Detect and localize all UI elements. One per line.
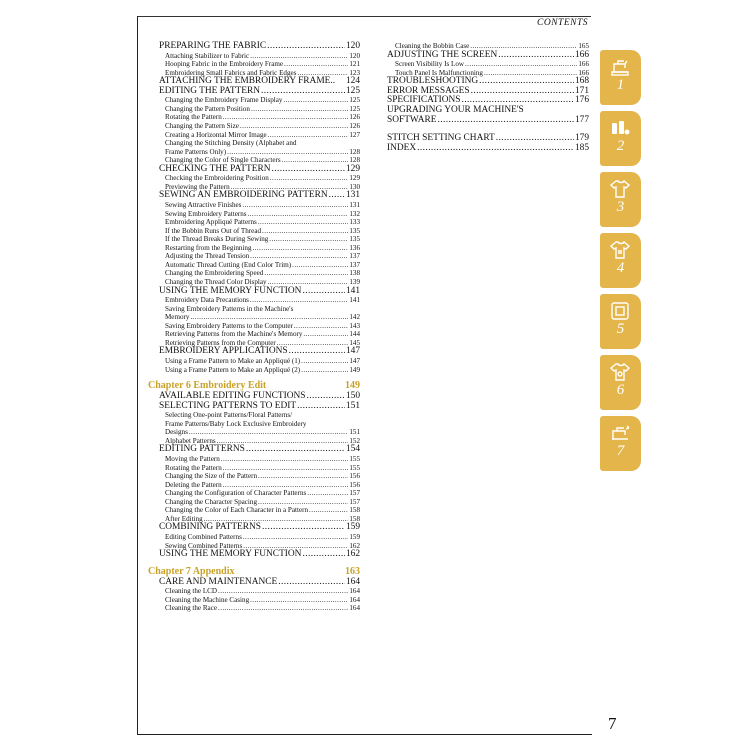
toc-entry-page: 157 [349, 497, 360, 506]
chapter-tab-number: 3 [616, 199, 625, 215]
dot-leader [496, 134, 574, 144]
toc-entry-title: EDITING THE PATTERN [159, 85, 261, 96]
toc-subsection-entry[interactable] [148, 105, 360, 114]
dot-leader [267, 42, 345, 52]
toc-entry-title: STITCH SETTING CHART [387, 133, 495, 144]
dot-leader [258, 472, 348, 481]
toc-subsection-entry[interactable] [148, 235, 360, 244]
toc-entry-page: 133 [349, 218, 360, 227]
toc-entry-page: 141 [345, 285, 360, 296]
toc-entry-title: Creating a Horizontal Mirror Image [165, 130, 267, 139]
toc-subsection-entry[interactable] [148, 506, 360, 515]
toc-entry-page: 129 [349, 174, 360, 183]
toc-entry-title: ATTACHING THE EMBROIDERY FRAME.. [159, 76, 336, 87]
toc-entry-title: AVAILABLE EDITING FUNCTIONS [159, 391, 306, 402]
toc-entry-title: Retrieving Patterns from the Machine's Memory [165, 330, 303, 339]
dot-leader [301, 357, 348, 366]
dot-leader [284, 60, 348, 69]
toc-entry-page: 165 [578, 41, 589, 50]
dot-leader [302, 550, 344, 560]
toc-entry-title: Cleaning the LCD [165, 587, 218, 596]
toc-entry-title: USING THE MEMORY FUNCTION [159, 549, 302, 560]
toc-entry-title: Checking the Embroidering Position [165, 174, 269, 183]
toc-entry-continuation: Changing the Stitching Density (Alphabet and [165, 139, 297, 148]
toc-entry-title: Changing the Thread Color Display [165, 277, 267, 286]
toc-entry-page: 128 [349, 147, 360, 156]
toc-entry-title: Embroidering Appliqué Patterns [165, 218, 257, 227]
dot-leader [292, 261, 348, 270]
toc-entry-title: Cleaning the Bobbin Case [395, 41, 470, 50]
toc-entry-page: 130 [349, 182, 360, 191]
dot-leader [258, 218, 349, 227]
toc-subsection-entry[interactable] [148, 122, 360, 131]
toc-entry-title: INDEX [387, 142, 417, 153]
dot-leader [283, 96, 348, 105]
toc-entry-page: 155 [349, 463, 360, 472]
toc-entry-title: Using a Frame Pattern to Make an Appliqué (2) [165, 365, 301, 374]
toc-entry-title: ADJUSTING THE SCREEN [387, 49, 498, 60]
toc-entry-title: Chapter 7 Appendix [148, 565, 235, 577]
dot-leader [227, 148, 348, 157]
toc-entry-page: 143 [349, 321, 360, 330]
toc-chapter-heading[interactable] [148, 565, 360, 578]
toc-entry-title: Cleaning the Race [165, 604, 218, 613]
toc-subsection-entry[interactable] [148, 227, 360, 236]
toc-entry-title: Restarting from the Beginning [165, 243, 252, 252]
dot-leader [221, 455, 349, 464]
toc-section-entry[interactable] [387, 134, 589, 144]
toc-entry-page: 149 [349, 365, 360, 374]
dot-leader [498, 51, 574, 61]
shirt-icon [609, 178, 631, 200]
toc-entry-title: CHECKING THE PATTERN [159, 163, 271, 174]
dot-leader [465, 60, 577, 69]
dot-leader [268, 131, 349, 140]
toc-entry-page: 144 [349, 330, 360, 339]
toc-subsection-entry[interactable] [148, 587, 360, 596]
sewing-machine-icon [609, 56, 631, 78]
toc-section-entry[interactable] [148, 165, 360, 175]
toc-subsection-entry[interactable] [148, 330, 360, 339]
toc-subsection-entry[interactable] [148, 464, 360, 473]
toc-entry-title: Changing the Embroidery Frame Display [165, 96, 283, 105]
toc-entry-page: 139 [349, 277, 360, 286]
toc-entry-page: 126 [349, 113, 360, 122]
toc-entry-title: If the Bobbin Runs Out of Thread [165, 226, 262, 235]
toc-entry-continuation: Selecting One-point Patterns/Floral Patterns/ [165, 411, 293, 420]
toc-entry-page: 121 [349, 60, 360, 69]
dot-leader [261, 87, 345, 97]
sewing-machine-maintenance-icon [609, 422, 631, 444]
toc-entry-continuation: Saving Embroidery Patterns in the Machine's [165, 304, 294, 313]
toc-entry-page: 159 [345, 522, 360, 533]
dot-leader [246, 445, 345, 455]
dot-leader [264, 269, 348, 278]
toc-subsection-entry[interactable] [148, 455, 360, 464]
dot-leader [251, 105, 348, 114]
dot-leader [437, 116, 573, 126]
toc-entry-title: TROUBLESHOOTING [387, 76, 479, 87]
toc-entry-page: 145 [349, 338, 360, 347]
toc-entry-page: 179 [574, 133, 589, 144]
toc-column-right [387, 42, 589, 153]
dot-leader [218, 604, 348, 613]
dot-leader [282, 156, 349, 165]
toc-entry-page: 164 [349, 604, 360, 613]
toc-entry-title: Sewing Combined Patterns [165, 541, 243, 550]
chapter-tab-2[interactable] [600, 111, 641, 166]
toc-section-entry[interactable] [387, 144, 589, 154]
toc-entry-title: Adjusting the Thread Tension [165, 252, 250, 261]
toc-entry-continuation: Frame Patterns/Baby Lock Exclusive Embroidery [165, 419, 307, 428]
chapter-tab-number: 1 [616, 77, 625, 93]
toc-subsection-entry[interactable] [148, 269, 360, 278]
toc-subsection-entry[interactable] [148, 114, 360, 123]
toc-subsection-entry[interactable] [387, 60, 589, 69]
toc-subsection-entry[interactable] [148, 261, 360, 270]
toc-section-entry[interactable] [387, 51, 589, 61]
toc-entry-title: Touch Panel Is Malfunctioning [395, 68, 483, 77]
toc-subsection-entry[interactable] [148, 218, 360, 227]
toc-subsection-entry[interactable] [148, 52, 360, 61]
toc-entry-title: Alphabet Patterns [165, 436, 216, 445]
toc-section-entry[interactable] [148, 402, 360, 412]
toc-subsection-entry[interactable] [148, 148, 360, 157]
toc-entry-continuation: UPGRADING YOUR MACHINE'S [387, 105, 524, 116]
toc-entry-title: Retrieving Patterns from the Computer [165, 338, 276, 347]
toc-entry-page: 128 [349, 156, 360, 165]
toc-subsection-entry[interactable] [148, 210, 360, 219]
toc-entry-title: If the Thread Breaks During Sewing [165, 235, 269, 244]
toc-entry-page: 142 [349, 313, 360, 322]
toc-entry-page: 132 [349, 209, 360, 218]
dot-leader [250, 52, 348, 61]
toc-entry-title: SOFTWARE [387, 114, 437, 125]
embroidered-shirt-icon [609, 239, 631, 261]
toc-entry-title: Changing the Configuration of Character Patterns [165, 489, 307, 498]
toc-entry-page: 166 [578, 68, 589, 77]
toc-entry-page: 120 [345, 41, 360, 51]
toc-entry-page: 164 [349, 595, 360, 604]
toc-entry-title: Memory [165, 313, 190, 322]
toc-section-entry[interactable] [148, 550, 360, 560]
toc-entry-title: Designs [165, 428, 188, 437]
toc-entry-page: 162 [349, 541, 360, 550]
toc-entry-page: 176 [574, 95, 589, 106]
toc-entry-page: 135 [349, 226, 360, 235]
toc-entry-title: Embroidery Data Precautions [165, 296, 249, 305]
toc-subsection-entry[interactable] [148, 472, 360, 481]
dot-leader [218, 587, 348, 596]
toc-subsection-entry[interactable] [148, 296, 360, 305]
toc-entry-page: 164 [345, 576, 360, 587]
dot-leader [250, 596, 348, 605]
toc-entry-title: Changing the Color of Single Characters [165, 156, 281, 165]
dot-leader [223, 481, 349, 490]
toc-entry-title: Using a Frame Pattern to Make an Appliqué (1) [165, 356, 301, 365]
toc-entry-page: 151 [349, 428, 360, 437]
dot-leader [223, 464, 349, 473]
chapter-tab-number: 4 [616, 260, 625, 276]
dot-leader [258, 498, 348, 507]
toc-entry-page: 131 [349, 201, 360, 210]
toc-subsection-entry[interactable] [148, 201, 360, 210]
toc-entry-title: Editing Combined Patterns [165, 533, 242, 541]
toc-subsection-entry[interactable] [148, 252, 360, 261]
toc-entry-page: 166 [578, 60, 589, 69]
toc-entry-title: PREPARING THE FABRIC [159, 41, 267, 51]
toc-entry-title: Chapter 6 Embroidery Edit [148, 380, 267, 392]
dot-leader [240, 122, 348, 131]
toc-subsection-entry[interactable] [148, 174, 360, 183]
dot-leader [223, 113, 349, 122]
toc-subsection-entry[interactable] [148, 366, 360, 375]
toc-entry-title: Moving the Pattern [165, 455, 220, 464]
toc-entry-page: 127 [349, 130, 360, 139]
toc-subsection-entry[interactable] [148, 604, 360, 613]
toc-section-entry[interactable] [148, 578, 360, 588]
toc-section-entry[interactable] [148, 191, 360, 201]
dot-leader [471, 87, 574, 97]
toc-entry-page: 158 [349, 514, 360, 523]
toc-entry-title: Hooping Fabric in the Embroidery Frame [165, 60, 284, 69]
toc-section-entry[interactable] [148, 445, 360, 455]
dot-leader [190, 313, 348, 322]
dot-leader [479, 77, 574, 87]
toc-entry-page: 156 [349, 480, 360, 489]
dot-leader [307, 392, 345, 402]
toc-subsection-entry[interactable] [148, 481, 360, 490]
chapter-tab-5[interactable] [600, 294, 641, 349]
thread-spools-icon [609, 117, 631, 139]
toc-entry-title: SPECIFICATIONS [387, 95, 461, 106]
toc-entry-title: Changing the Embroidering Speed [165, 269, 264, 278]
toc-column-left [148, 42, 360, 613]
toc-subsection-entry[interactable] [148, 322, 360, 331]
chapter-tab-number: 5 [616, 321, 625, 337]
toc-section-entry[interactable] [148, 347, 360, 357]
toc-entry-page: 125 [349, 96, 360, 105]
chapter-tab-number: 2 [616, 138, 625, 154]
dot-leader [329, 191, 345, 201]
toc-entry-title: Deleting the Pattern [165, 480, 222, 489]
chapter-tab-7[interactable] [600, 416, 641, 471]
page-number: 7 [608, 714, 617, 733]
toc-subsection-entry[interactable] [148, 244, 360, 253]
toc-entry-title: USING THE MEMORY FUNCTION [159, 285, 302, 296]
toc-entry-title: Automatic Thread Cutting (End Color Trim) [165, 260, 292, 269]
page-header-title: CONTENTS [537, 18, 588, 28]
dot-leader [262, 523, 345, 533]
dot-leader [242, 201, 348, 210]
toc-entry-title: Changing the Pattern Position [165, 104, 250, 113]
toc-subsection-entry[interactable] [148, 596, 360, 605]
dot-leader [270, 174, 349, 183]
toc-entry-title: Changing the Size of the Pattern [165, 472, 258, 481]
toc-entry-title: Frame Patterns Only) [165, 147, 227, 156]
toc-entry-title: Previewing the Pattern [165, 182, 230, 191]
toc-entry-title: COMBINING PATTERNS [159, 522, 262, 533]
toc-subsection-entry[interactable] [148, 60, 360, 69]
toc-entry-title: Rotating the Pattern [165, 113, 222, 122]
toc-entry-page: 126 [349, 122, 360, 131]
toc-entry-page: 137 [349, 252, 360, 261]
toc-section-entry[interactable] [148, 87, 360, 97]
chapter-tab-1[interactable] [600, 50, 641, 105]
toc-subsection-entry[interactable] [148, 131, 360, 140]
toc-entry-page: 149 [345, 380, 360, 392]
toc-entry-page: 157 [349, 489, 360, 498]
toc-entry-page: 129 [345, 163, 360, 174]
toc-entry-title: Embroidering Small Fabrics and Fabric Edges [165, 68, 297, 77]
toc-entry-page: 120 [349, 51, 360, 60]
toc-entry-page: 164 [349, 587, 360, 596]
toc-subsection-entry[interactable] [148, 533, 360, 542]
toc-entry-page: 177 [574, 114, 589, 125]
toc-entry-page: 147 [345, 346, 360, 357]
toc-section-entry[interactable] [387, 116, 589, 126]
toc-entry-title: Changing the Character Spacing [165, 497, 257, 506]
toc-subsection-entry[interactable] [148, 96, 360, 105]
dot-leader [297, 402, 345, 412]
toc-entry-title: Saving Embroidery Patterns to the Computer [165, 321, 293, 330]
dot-leader [271, 165, 344, 175]
dot-leader [250, 296, 348, 305]
toc-entry-title: After Editing [165, 514, 203, 523]
toc-entry-page: 138 [349, 269, 360, 278]
dot-leader [262, 227, 348, 236]
chapter-tab-6[interactable] [600, 355, 641, 410]
toc-entry-page: 124 [345, 76, 360, 87]
toc-section-entry[interactable] [148, 287, 360, 297]
dot-leader [302, 287, 344, 297]
toc-entry-page: 123 [349, 68, 360, 77]
toc-entry-title: Sewing Attractive Finishes [165, 201, 242, 210]
chapter-tabs [600, 50, 641, 477]
toc-section-entry[interactable] [148, 42, 360, 52]
dot-leader [301, 366, 348, 375]
toc-entry-page: 137 [349, 260, 360, 269]
toc-entry-title: ERROR MESSAGES [387, 85, 470, 96]
chapter-tab-4[interactable] [600, 233, 641, 288]
toc-entry-title: Changing the Pattern Size [165, 122, 239, 131]
dot-leader [289, 347, 345, 357]
dot-leader [243, 533, 349, 542]
toc-entry-page: 151 [345, 400, 360, 411]
toc-entry-page: 135 [349, 235, 360, 244]
toc-entry-page: 125 [349, 104, 360, 113]
dot-leader [307, 489, 348, 498]
toc-entry-title: Sewing Embroidery Patterns [165, 209, 247, 218]
dot-leader [269, 235, 348, 244]
toc-entry-page: 185 [574, 142, 589, 153]
dot-leader [278, 578, 345, 588]
dot-leader [303, 330, 348, 339]
toc-entry-page: 152 [349, 436, 360, 445]
chapter-tab-number: 6 [616, 382, 625, 398]
toc-entry-title: SEWING AN EMBROIDERING PATTERN [159, 190, 328, 201]
toc-entry-title: Rotating the Pattern [165, 463, 222, 472]
toc-entry-page: 159 [349, 533, 360, 541]
toc-entry-page: 163 [345, 565, 360, 577]
toc-entry-page: 154 [345, 444, 360, 455]
dot-leader [417, 144, 574, 154]
toc-entry-page: 141 [349, 296, 360, 305]
dot-leader [253, 244, 349, 253]
dot-leader [248, 210, 349, 219]
decorated-shirt-icon [609, 361, 631, 383]
embroidery-frame-icon [609, 300, 631, 322]
dot-leader [250, 252, 348, 261]
dot-leader [484, 69, 577, 78]
toc-entry-page: 166 [574, 49, 589, 60]
toc-entry-page: 125 [345, 85, 360, 96]
toc-subsection-entry[interactable] [148, 313, 360, 322]
toc-entry-page: 158 [349, 506, 360, 515]
toc-entry-title: Changing the Color of Each Character in a Pattern [165, 506, 309, 515]
toc-entry-title: SELECTING PATTERNS TO EDIT [159, 400, 297, 411]
toc-entry-page: 156 [349, 472, 360, 481]
chapter-tab-number: 7 [616, 443, 625, 459]
toc-subsection-entry[interactable] [148, 428, 360, 437]
dot-leader [309, 506, 348, 515]
toc-section-entry[interactable] [148, 523, 360, 533]
toc-entry-title: CARE AND MAINTENANCE [159, 576, 278, 587]
toc-subsection-entry[interactable] [148, 498, 360, 507]
toc-subsection-entry[interactable] [148, 489, 360, 498]
toc-entry-page: 168 [574, 76, 589, 87]
toc-entry-page: 155 [349, 455, 360, 464]
dot-leader [294, 322, 348, 331]
toc-entry-title: EMBROIDERY APPLICATIONS [159, 346, 288, 357]
toc-entry-page: 150 [345, 391, 360, 402]
toc-entry-title: Cleaning the Machine Casing [165, 595, 250, 604]
chapter-tab-3[interactable] [600, 172, 641, 227]
toc-entry-page: 171 [574, 85, 589, 96]
toc-entry-page: 131 [345, 190, 360, 201]
toc-entry-title: EDITING PATTERNS [159, 444, 245, 455]
dot-leader [189, 428, 349, 437]
toc-entry-page: 162 [345, 549, 360, 560]
toc-entry-page: 136 [349, 243, 360, 252]
toc-entry-title: Attaching Stabilizer to Fabric [165, 51, 250, 60]
toc-subsection-entry[interactable] [148, 357, 360, 366]
toc-entry-title: Screen Visibility Is Low [395, 60, 464, 69]
toc-entry-page: 147 [349, 356, 360, 365]
